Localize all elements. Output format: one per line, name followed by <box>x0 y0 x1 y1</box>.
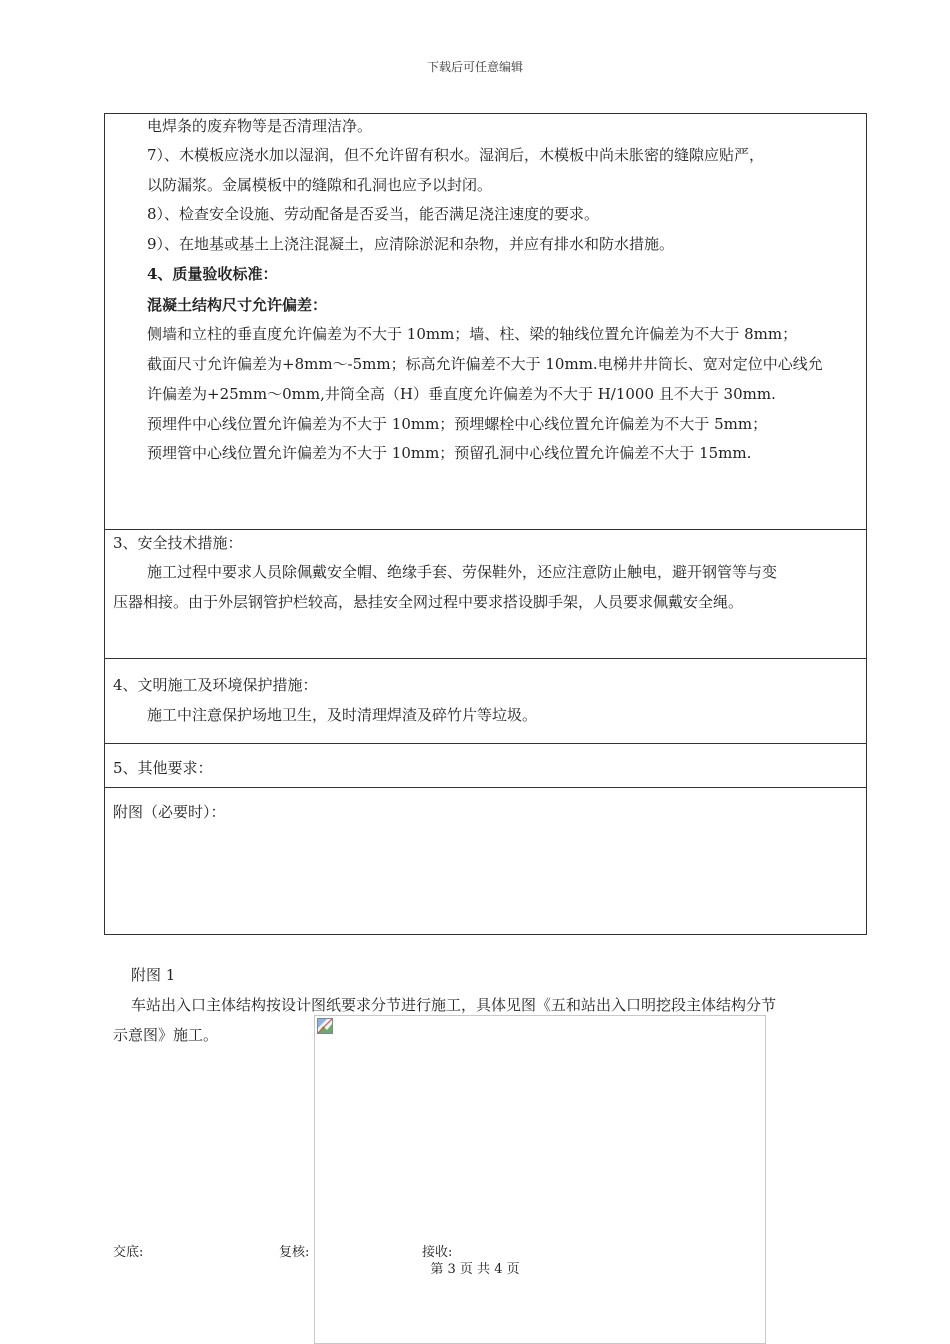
section-heading: 4、文明施工及环境保护措施： <box>113 676 318 694</box>
section-heading: 3、安全技术措施： <box>113 534 243 552</box>
page-number: 第 3 页 共 4 页 <box>430 1262 520 1277</box>
text-line: 8）、检查安全设施、劳动配备是否妥当，能否满足浇注速度的要求。 <box>147 205 600 223</box>
text-line: 7）、木模板应浇水加以湿润，但不允许留有积水。湿润后，木模板中尚未胀密的缝隙应贴严， <box>147 146 765 164</box>
section-heading: 5、其他要求： <box>113 759 213 777</box>
text-line: 施工中注意保护场地卫生，及时清理焊渣及碎竹片等垃圾。 <box>147 706 538 724</box>
broken-image-icon <box>317 1018 333 1034</box>
tolerance-line: 侧墙和立柱的垂直度允许偏差为不大于 10mm；墙、柱、梁的轴线位置允许偏差为不大于 8mm； <box>147 325 798 343</box>
section-heading: 附图（必要时）： <box>113 803 226 821</box>
row-other <box>105 743 866 788</box>
text-line: 9）、在地基或基土上浇注混凝土，应清除淤泥和杂物，并应有排水和防水措施。 <box>147 235 675 253</box>
header-note: 下载后可任意编辑 <box>426 60 523 74</box>
tolerance-heading: 混凝土结构尺寸允许偏差： <box>147 296 328 314</box>
appendix-line: 示意图》施工。 <box>113 1026 219 1044</box>
tolerance-line: 许偏差为+25mm～0mm,井筒全高（H）垂直度允许偏差为不大于 H/1000 且不大于 30mm. <box>147 385 776 403</box>
quality-heading: 4、质量验收标准： <box>147 265 278 283</box>
tolerance-line: 截面尺寸允许偏差为+8mm～-5mm；标高允许偏差不大于 10mm.电梯井井筒长、宽对定位中心线允 <box>147 355 823 373</box>
appendix-title: 附图 1 <box>131 966 176 984</box>
row-safety <box>105 529 866 659</box>
handover-label: 交底: <box>113 1245 144 1260</box>
text-line: 以防漏浆。金属模板中的缝隙和孔洞也应予以封闭。 <box>147 176 493 194</box>
figure-placeholder <box>314 1015 766 1344</box>
text-line: 电焊条的废弃物等是否清理洁净。 <box>147 117 373 135</box>
appendix-line: 车站出入口主体结构按设计图纸要求分节进行施工，具体见图《五和站出入口明挖段主体结构分节 <box>131 996 777 1014</box>
receive-label: 接收: <box>422 1245 453 1260</box>
disclosure-table <box>104 113 867 935</box>
row-attachment <box>105 787 866 935</box>
tolerance-line: 预埋件中心线位置允许偏差为不大于 10mm；预埋螺栓中心线位置允许偏差为不大于 5mm； <box>147 415 768 433</box>
text-line: 压器相接。由于外层钢管护栏较高，悬挂安全网过程中要求搭设脚手架，人员要求佩戴安全绳。 <box>113 593 744 611</box>
row-environment <box>105 658 866 744</box>
text-line: 施工过程中要求人员除佩戴安全帽、绝缘手套、劳保鞋外，还应注意防止触电，避开钢管等与变 <box>147 563 778 581</box>
row-preparation <box>105 114 866 529</box>
review-label: 复核: <box>279 1245 310 1260</box>
tolerance-line: 预埋管中心线位置允许偏差为不大于 10mm；预留孔洞中心线位置允许偏差不大于 15mm. <box>147 444 752 462</box>
